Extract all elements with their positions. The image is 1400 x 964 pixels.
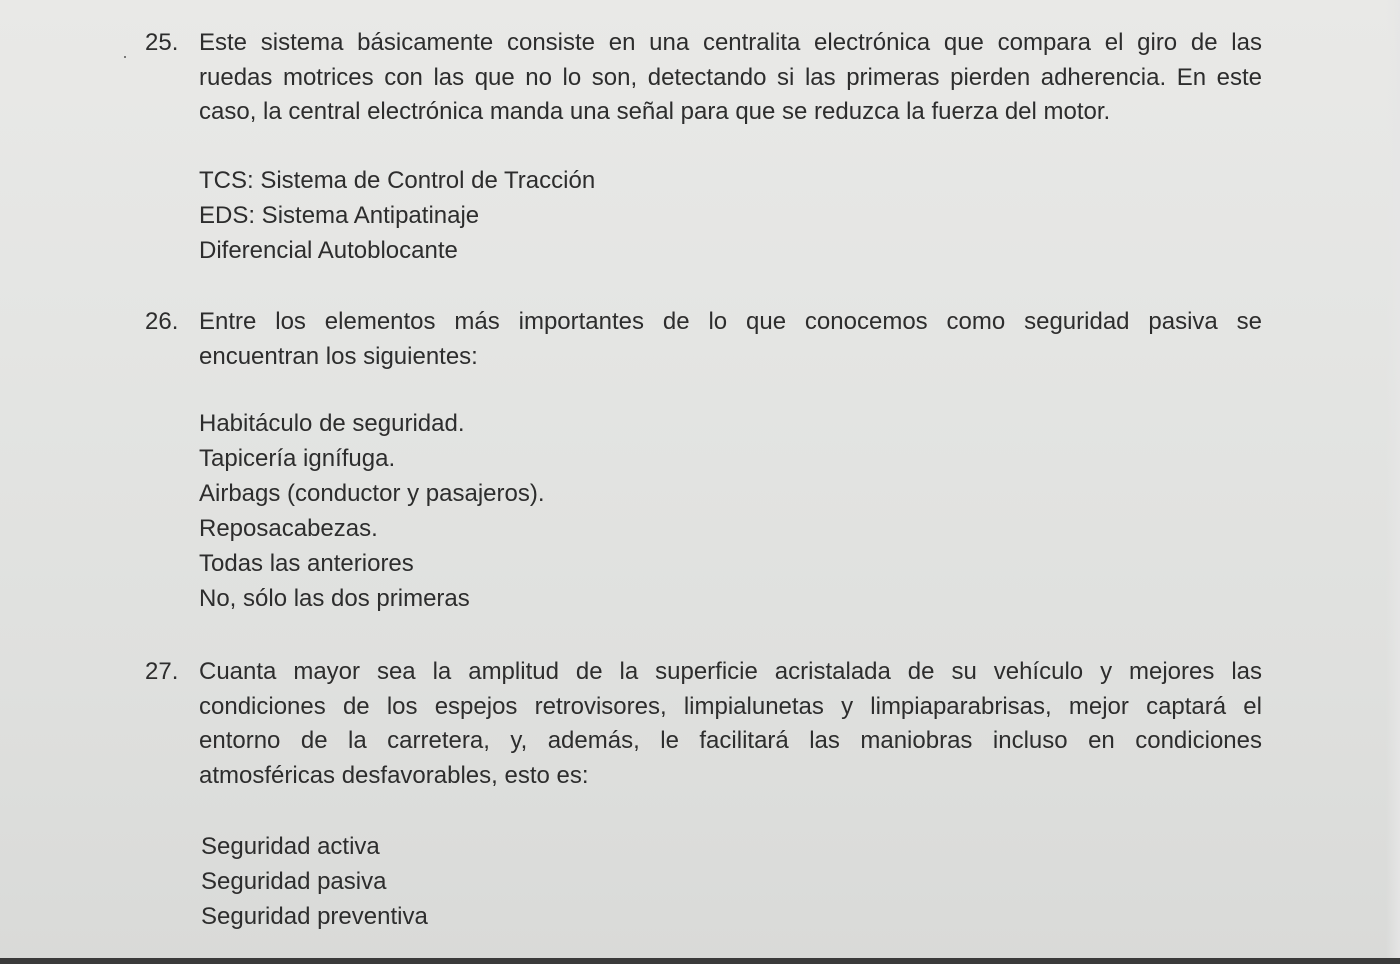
answer-option[interactable]: Diferencial Autoblocante [199,237,458,264]
question-text-line: Cuanta mayor sea la amplitud de la superficie acristalada de su vehículo y mejores las [199,658,1262,685]
answer-option[interactable]: Seguridad activa [201,833,380,860]
question-text-line: entorno de la carretera, y, además, le facilitará las maniobras incluso en condiciones [199,727,1262,754]
answer-option[interactable]: TCS: Sistema de Control de Tracción [199,167,596,194]
question-text-line: ruedas motrices con las que no lo son, detectando si las primeras pierden adherencia. En este [199,63,1262,91]
question-text-line: caso, la central electrónica manda una señal para que se reduzca la fuerza del motor. [199,98,1111,125]
question-text [199,655,1262,793]
question-text-line: encuentran los siguientes: [199,342,478,370]
answer-option[interactable]: Seguridad preventiva [201,903,428,930]
screen-edge-glare [1386,0,1400,964]
question-text [199,305,1262,374]
question-number: 25. [145,29,179,56]
answer-option[interactable]: Reposacabezas. [199,515,378,542]
screen-bottom-edge [0,958,1400,964]
answer-option[interactable]: Airbags (conductor y pasajeros). [199,480,545,507]
answer-options-25 [199,163,595,268]
answer-option[interactable]: Seguridad pasiva [201,868,387,895]
question-text-line: condiciones de los espejos retrovisores, limpialunetas y limpiaparabrisas, mejor captará el [199,692,1262,720]
answer-option[interactable]: Todas las anteriores [199,550,414,577]
answer-options-27 [201,829,428,934]
stray-mark [124,56,126,58]
answer-options-26 [199,406,545,616]
question-number: 27. [145,658,179,685]
answer-option[interactable]: Habitáculo de seguridad. [199,410,465,437]
question-text-line: atmosféricas desfavorables, esto es: [199,761,589,789]
answer-option[interactable]: Tapicería ignífuga. [199,445,396,472]
question-text-line: Entre los elementos más importantes de lo que conocemos como seguridad pasiva se [199,308,1262,335]
answer-option[interactable]: EDS: Sistema Antipatinaje [199,202,480,229]
question-text [199,26,1262,130]
question-text-line: Este sistema básicamente consiste en una centralita electrónica que compara el giro de las [199,29,1262,56]
answer-option[interactable]: No, sólo las dos primeras [199,585,470,612]
question-number: 26. [145,308,179,335]
